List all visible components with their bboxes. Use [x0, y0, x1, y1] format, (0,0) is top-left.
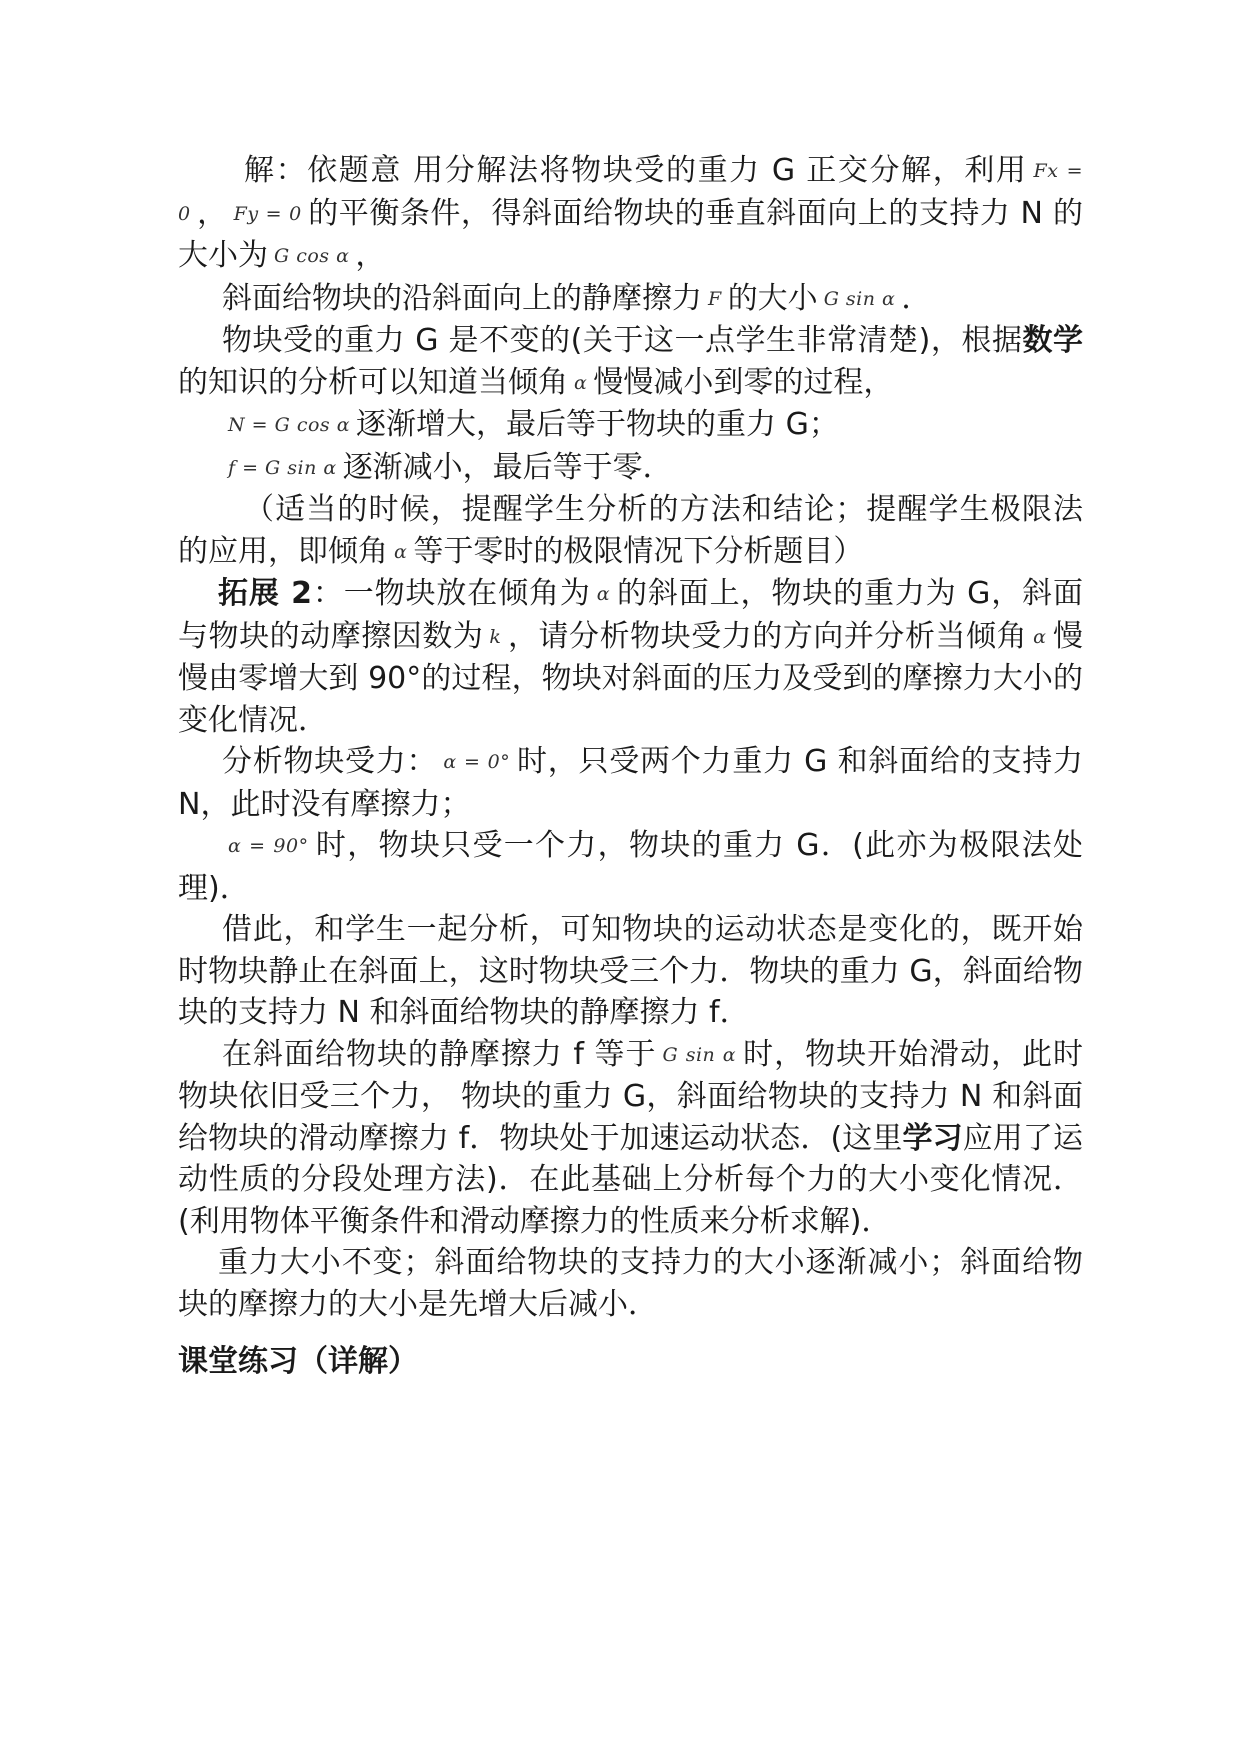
- formula-k: k: [489, 625, 502, 648]
- gravity-paragraph: [178, 320, 1083, 404]
- formula-alpha-90: α = 90°: [228, 835, 309, 857]
- text: 时，只受两个力重力 G 和斜面给的支持力 N，此时没有摩擦力；: [178, 744, 1083, 822]
- text: （适当的时候，提醒学生分析的方法和结论；提醒学生极限法的应用，即倾角: [178, 492, 1083, 569]
- text: ，: [196, 195, 228, 231]
- text: 分析物块受力：: [222, 744, 438, 779]
- text: ，: [355, 238, 386, 273]
- text: 逐渐减小，最后等于零．: [342, 449, 673, 485]
- bold-keyword: 数学: [1022, 323, 1083, 358]
- text: 在斜面给物块的静摩擦力 f 等于: [222, 1036, 657, 1072]
- text: 重力大小不变；斜面给物块的支持力的大小逐渐减小；斜面给物块的摩擦力的大小是先增大后减小．: [178, 1245, 1083, 1322]
- text: 斜面给物块的沿斜面向上的静摩擦力: [222, 280, 702, 316]
- text: 时，物块开始滑动，此时物块依旧受三个力， 物块的重力 G，斜面给物块的支持力 N 和斜面给物块的滑动摩擦力 f．物块处于加速运动状态．(这里: [178, 1036, 1084, 1156]
- friction-line: [178, 447, 1083, 490]
- text: 慢慢减小到零的过程，: [593, 364, 894, 400]
- static-friction-paragraph: [178, 278, 1083, 321]
- text: 的平衡条件，得斜面给物块的垂直斜面向上的支持力 N 的大小为: [178, 195, 1084, 273]
- force-analysis-paragraph: [178, 741, 1083, 825]
- text: 应用了运动性质的分段处理方法)．在此基础上分析每个力的大小变化情况．(利用物体平衡条件和滑动摩擦力的性质来分析求解)．: [178, 1120, 1084, 1239]
- normal-force-line: [178, 404, 1083, 447]
- formula-gsin: G sin α: [823, 287, 896, 310]
- teaching-note-paragraph: [178, 489, 1083, 573]
- formula-alpha-zero: α = 0°: [443, 751, 511, 773]
- text: 时，物块只受一个力，物块的重力 G．(此亦为极限法处理)．: [178, 828, 1083, 906]
- text: 逐渐增大，最后等于物块的重力 G；: [356, 407, 839, 442]
- section-heading: 课堂练习（详解）: [178, 1344, 418, 1379]
- text: 等于零时的极限情况下分析题目）: [413, 533, 864, 569]
- formula-gcos: G cos α: [274, 245, 350, 267]
- text: 慢慢由零增大到 90°的过程，物块对斜面的压力及受到的摩擦力大小的变化情况．: [178, 618, 1084, 738]
- text: 的大小: [727, 280, 818, 316]
- formula-alpha: α: [596, 583, 611, 605]
- text: 解：依题意 用分解法将物块受的重力 G 正交分解，利用: [244, 153, 1028, 188]
- extension-2-paragraph: [178, 573, 1083, 741]
- text: 的斜面上，物块的重力为 G，斜面与物块的动摩擦因数为: [178, 576, 1083, 654]
- extension-label: 拓展 2: [218, 576, 312, 611]
- text: ．: [901, 280, 932, 316]
- formula-gsin: G sin α: [662, 1043, 737, 1066]
- formula-f: F: [708, 287, 722, 310]
- document-page: [178, 150, 1083, 1383]
- bold-keyword: 学习: [902, 1120, 963, 1156]
- formula-fy: Fy = 0: [233, 202, 302, 225]
- formula-fx: Fx = 0: [178, 160, 1084, 225]
- formula-alpha: α: [1033, 625, 1047, 648]
- text: ：一物块放在倾角为: [311, 576, 591, 611]
- formula-n: N = G cos α: [228, 414, 351, 436]
- formula-alpha: α: [574, 371, 588, 394]
- text: 的知识的分析可以知道当倾角: [178, 364, 568, 400]
- text: ，请分析物块受力的方向并分析当倾角: [507, 618, 1028, 654]
- conclusion-paragraph: [178, 1242, 1083, 1325]
- alpha-90-paragraph: [178, 825, 1083, 909]
- formula-friction: f = G sin α: [228, 456, 337, 479]
- text: 借此，和学生一起分析，可知物块的运动状态是变化的，既开始时物块静止在斜面上，这时物块受三个力．物块的重力 G，斜面给物块的支持力 N 和斜面给物块的静摩擦力 f．: [178, 912, 1083, 1030]
- sliding-paragraph: [178, 1034, 1083, 1243]
- motion-state-paragraph: [178, 909, 1083, 1034]
- solution-paragraph: [178, 150, 1083, 278]
- formula-alpha: α: [394, 540, 408, 563]
- text: 物块受的重力 G 是不变的(关于这一点学生非常清楚)，根据: [222, 323, 1023, 358]
